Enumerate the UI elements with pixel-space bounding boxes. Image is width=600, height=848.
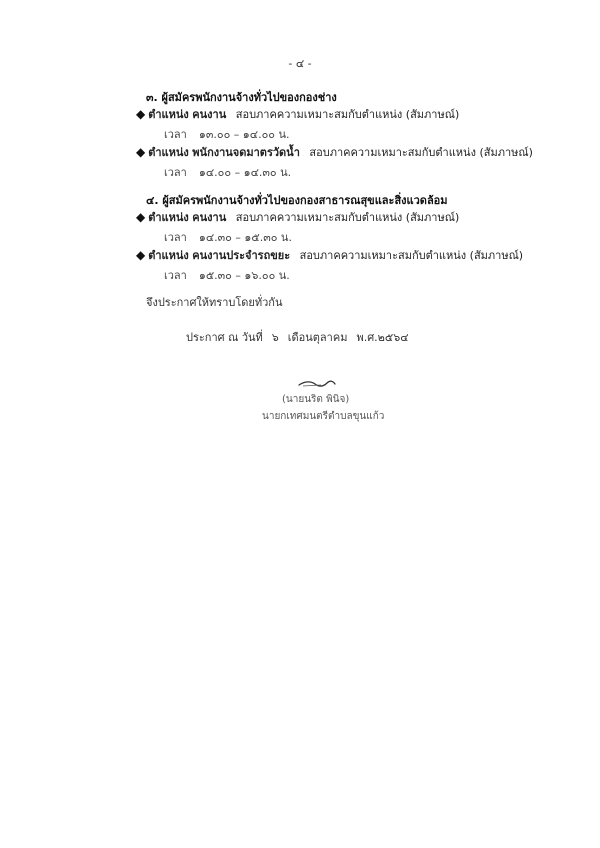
exam-time <box>164 163 291 181</box>
position-name: คนงาน <box>192 108 227 121</box>
position-label: ตำแหน่ง <box>148 146 189 159</box>
diamond-bullet-icon: ◆ <box>136 210 146 224</box>
position-line <box>136 105 459 123</box>
handwritten-signature <box>297 376 337 390</box>
position-label: ตำแหน่ง <box>148 249 189 262</box>
exam-time <box>164 125 290 143</box>
page-number: - ๔ - <box>288 57 312 70</box>
section-heading-public-health: ๔. ผู้สมัครพนักงานจ้างทั่วไปของกองสาธารณสุขและสิ่งแวดล้อม <box>146 194 448 207</box>
position-line <box>136 143 533 161</box>
time-value: ๑๔.๓๐ – ๑๕.๓๐ น. <box>198 231 292 244</box>
position-label: ตำแหน่ง <box>148 108 189 121</box>
signer-name: (นายนริต พินิจ) <box>282 394 350 405</box>
position-label: ตำแหน่ง <box>148 211 189 224</box>
diamond-bullet-icon: ◆ <box>136 248 146 262</box>
section-heading-engineering: ๓. ผู้สมัครพนักงานจ้างทั่วไปของกองช่าง <box>146 91 337 104</box>
announcement-month: เดือนตุลาคม <box>287 331 348 344</box>
exam-time <box>164 228 292 246</box>
signer-title: นายกเทศมนตรีตำบลขุนแก้ว <box>262 411 385 422</box>
announcement-year: พ.ศ.๒๕๖๔ <box>356 331 409 344</box>
diamond-bullet-icon: ◆ <box>136 107 146 121</box>
closing-statement: จึงประกาศให้ทราบโดยทั่วกัน <box>146 296 283 309</box>
time-label: เวลา <box>164 231 187 244</box>
time-label: เวลา <box>164 166 187 179</box>
time-label: เวลา <box>164 269 187 282</box>
position-name: คนงาน <box>192 211 227 224</box>
time-value: ๑๓.๐๐ – ๑๔.๐๐ น. <box>198 128 290 141</box>
time-value: ๑๔.๐๐ – ๑๔.๓๐ น. <box>198 166 292 179</box>
exam-time <box>164 266 290 284</box>
announcement-prefix: ประกาศ ณ วันที่ <box>186 331 263 344</box>
position-line <box>136 246 523 264</box>
position-name: คนงานประจำรถขยะ <box>192 249 291 262</box>
announcement-date <box>186 328 418 346</box>
position-description: สอบภาคความเหมาะสมกับตำแหน่ง (สัมภาษณ์) <box>299 249 524 262</box>
position-description: สอบภาคความเหมาะสมกับตำแหน่ง (สัมภาษณ์) <box>235 211 460 224</box>
time-label: เวลา <box>164 128 187 141</box>
time-value: ๑๕.๓๐ – ๑๖.๐๐ น. <box>198 269 290 282</box>
position-description: สอบภาคความเหมาะสมกับตำแหน่ง (สัมภาษณ์) <box>235 108 460 121</box>
diamond-bullet-icon: ◆ <box>136 145 146 159</box>
position-name: พนักงานจดมาตรวัดน้ำ <box>192 146 300 159</box>
announcement-day: ๖ <box>271 331 279 344</box>
position-line <box>136 208 459 226</box>
position-description: สอบภาคความเหมาะสมกับตำแหน่ง (สัมภาษณ์) <box>309 146 533 159</box>
